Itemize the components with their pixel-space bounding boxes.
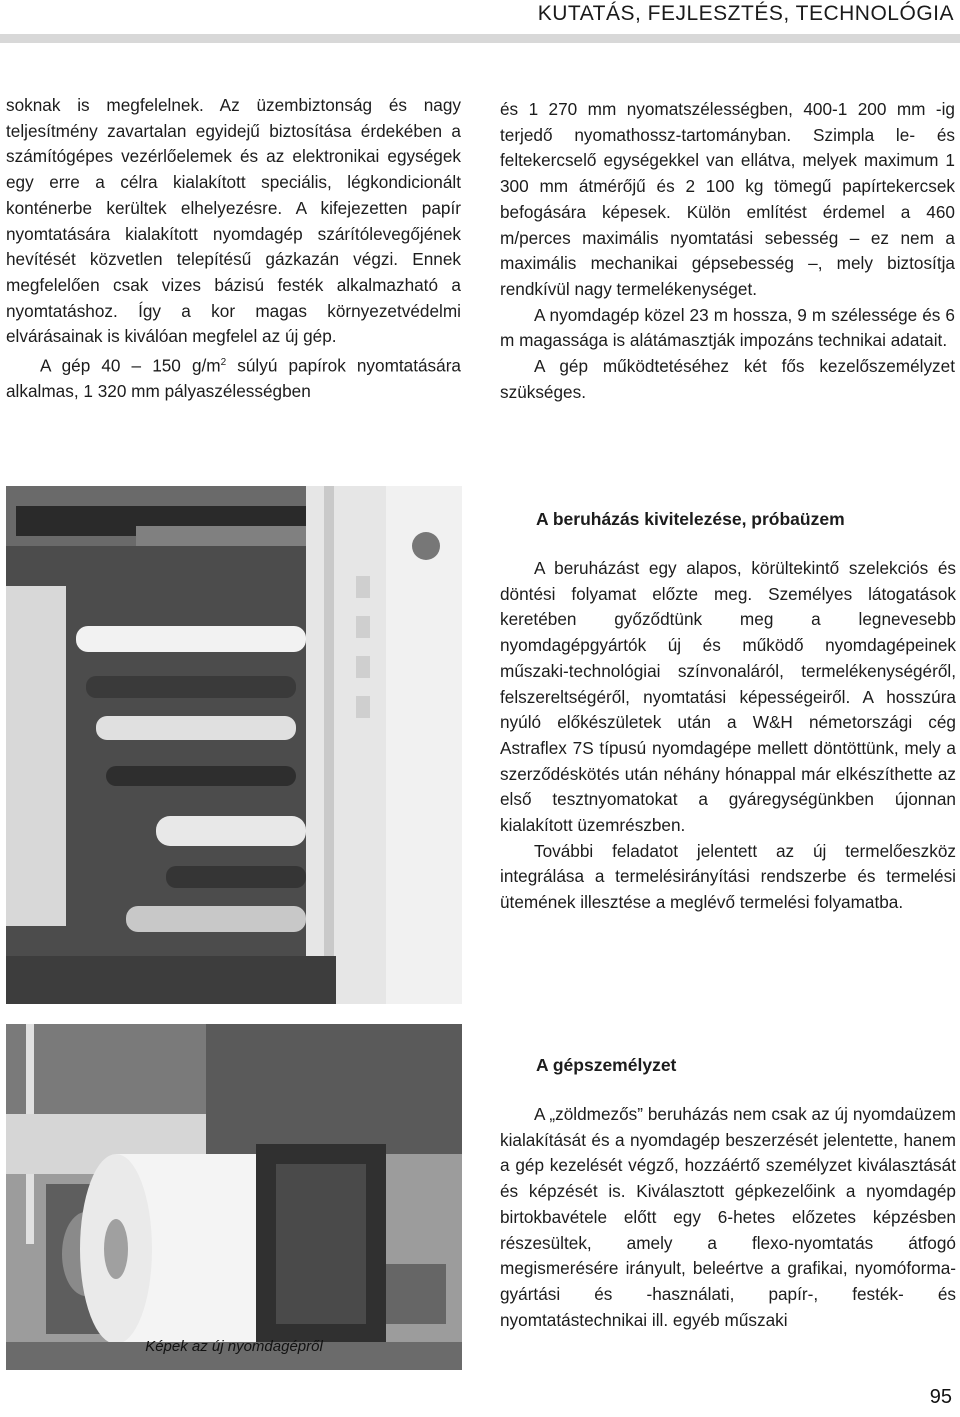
superscript-2: 2	[220, 357, 227, 369]
left-paragraph-2	[6, 350, 461, 405]
section-title-staff: A gépszemélyzet	[536, 1055, 677, 1075]
right-paragraph-2: A nyomdagép közel 23 m hossza, 9 m szélessége és 6 m magassága is alátámasztják impozáns technikai adatait.	[500, 304, 955, 351]
left-paragraph-2-end: súlyú papírok nyomtatására alkalmas, 1 320 mm pályaszélességben	[6, 355, 461, 402]
section-investment	[500, 506, 956, 916]
header-bar	[0, 34, 960, 43]
running-header	[0, 0, 960, 32]
paper-roll-photo	[6, 1024, 462, 1370]
left-paragraph-2-start: A gép 40 – 150 g/m	[40, 355, 221, 376]
section-title-investment: A beruházás kivitelezése, próbaüzem	[536, 509, 845, 529]
page-number: 95	[929, 1386, 952, 1408]
photo-caption: Képek az új nyomdagépről	[145, 1338, 323, 1355]
left-paragraph-1: soknak is megfelelnek. Az üzembiztonság és nagy teljesítmény zavartalan egyidejű biztosítása érdekében a számítógépes vezérlőelemek és az elektronikai egységek egy erre a célra kialakított speciális, légkondicionált konténerbe kerültek elhelyezésre. A kifejezetten papír nyomtatására kialakított nyomdagép szárítólevegőjének hevítését közvetlen telepítésű gázkazán végzi. Ennek megfelelően csak vizes bázisú festék alkalmazható a nyomtatáshoz. Így a kor magas környezetvédelmi elvárásainak is kiválóan megfelel az új gép.	[6, 95, 461, 347]
left-column	[6, 93, 461, 405]
section2-paragraph-1: A „zöldmezős” beruházás nem csak az új nyomdaüzem kialakítását és a nyomdagép beszerzését jelentette, hanem a gép kezelését végző, hozzáértő személyzet kiválasztását és képzését is. Kiválasztott gépkezelőink a nyomdagép birtokbavétele előtt egy 6-hetes előzetes képzésben részesültek, amely a flexo-nyomtatás átfogó megismerésére irányult, beleértve a grafikai, nyomóforma-gyártási és -használati, papír-, festék- és nyomtatástechnikai ill. egyéb műszaki	[500, 1104, 956, 1330]
right-column	[500, 97, 955, 405]
section1-paragraph-1: A beruházást egy alapos, körültekintő szelekciós és döntési folyamat előzte meg. Személyes látogatások keretében győződtünk meg a legnevesebb nyomdagépgyártók új és működő nyomdagépeinek műszaki-technológiai színvonaláról, termelékenységéről, felszereltségéről, nyomtatási képességeiről. A hosszúra nyúló előkészületek után a W&H németországi cég Astraflex 7S típusú nyomdagépe mellett döntöttünk, mely a szerződéskötés után néhány hónappal már elkészíthette az első tesztnyomatokat a gyáregységünkben újonnan kialakított üzemrészben.	[500, 558, 956, 836]
header-title: KUTATÁS, FEJLESZTÉS, TECHNOLÓGIA	[537, 2, 954, 25]
section1-paragraph-2: További feladatot jelentett az új termelőeszköz integrálása a termelésirányítási rendszerbe és termelési ütemének illesztése a meglévő termelési folyamatba.	[500, 840, 956, 913]
section-staff	[500, 1052, 956, 1333]
press-photo-top	[6, 486, 462, 1004]
right-paragraph-1: és 1 270 mm nyomatszélességben, 400-1 200 mm -ig terjedő nyomathossz-tartományban. Szimpla le- és feltekercselő egységekkel van ellátva, melyek maximum 1 300 mm átmérőjű és 2 100 kg tömegű papírtekercsek befogására képesek. Külön említést érdemel a 460 m/perces maximális nyomtatási sebesség – ez nem a maximális mechanikai gépsebesség –, mely biztosítja rendkívül nagy termelékenységet.	[500, 99, 955, 299]
right-paragraph-3: A gép működtetéséhez két fős kezelőszemélyzet szükséges.	[500, 356, 955, 402]
